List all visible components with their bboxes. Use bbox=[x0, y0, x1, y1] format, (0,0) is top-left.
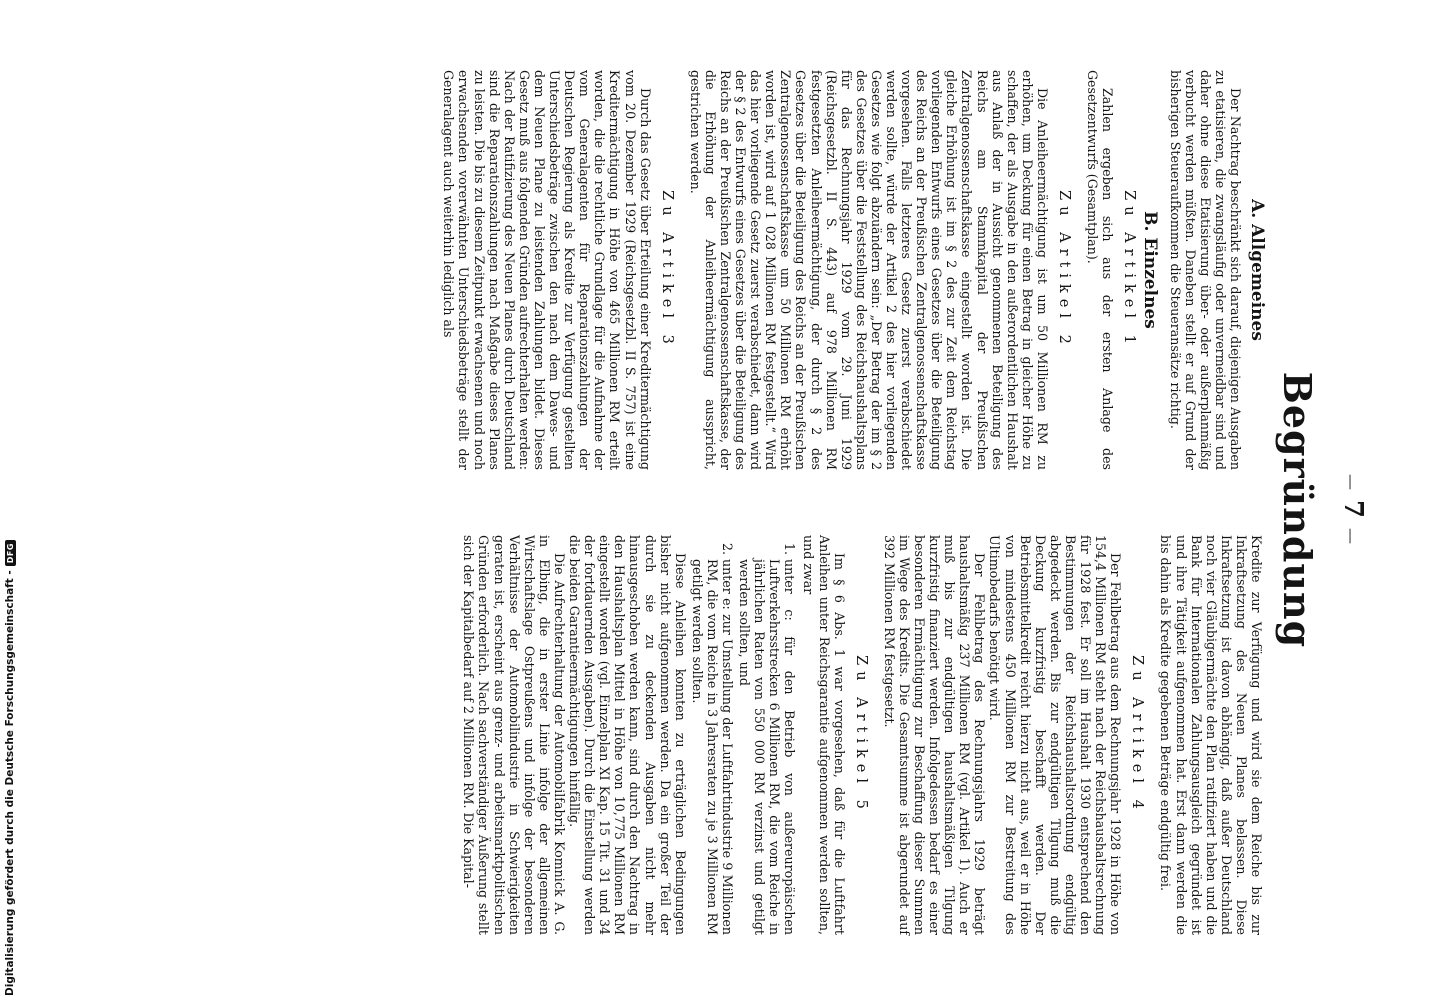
article-5-intro: Im § 6 Abs. 1 war vorgesehen, daß für die Luftfahrt Anleihen unter Reichsgarantie aufgenommen werden sollten, und zwar bbox=[801, 535, 847, 935]
article-2-title: Zu Artikel 2 bbox=[1056, 190, 1073, 350]
article-5-title: Zu Artikel 5 bbox=[852, 655, 869, 815]
article-2-text: Die Anleiheermächtigung ist um 50 Millionen RM zu erhöhen, um Deckung für einen Betrag in gleicher Höhe zu schaffen, der als Ausgabe in den außerordentlichen Haushalt aus Anlaß der in Aussicht genommenen Beteiligung des Reichs am Stammkapital der Preußischen Zentralgenossenschaftskasse eingestellt worden ist. Die gleiche Erhöhung ist im § 2 des zur Zeit dem Reichstag vorliegenden Entwurfs eines Gesetzes über die Beteiligung des Reichs an der Preußischen Zentralgenossenschaftskasse vorgesehen. Falls letzteres Gesetz zuerst verabschiedet werden sollte, würde der Artikel 2 des hier vorliegenden Gesetzes wie folgt abzuändern sein: „Der Betrag der im § 2 des Gesetzes über die Feststellung des Reichshaushaltsplans für das Rechnungsjahr 1929 vom 29. Juni 1929 (Reichsgesetzbl. II S. 443) auf 978 Millionen RM festgesetzten Anleiheermächtigung, der durch § 2 des Gesetzes über die Beteiligung des Reichs an der Preußischen Zentralgenossenschaftskasse um 50 Millionen RM erhöht worden ist, wird auf 1 028 Millionen RM festgestellt.“ Wird das hier vorliegende Gesetz zuerst verabschiedet, dann wird der § 2 des Entwurfs eines Gesetzes über die Beteiligung des Reichs an der Preußischen Zentralgenossenschaftskasse, der die Erhöhung der Anleiheermächtigung ausspricht, gestrichen werden. bbox=[687, 70, 1050, 470]
article-5-text-2: Diese Anleihen konnten zu erträglichen Bedingungen bisher nicht aufgenommen werden. Da ein großer Teil der durch sie zu deckenden Ausgaben nicht mehr hinausgeschoben werden kann, sind durch den Nachtrag in den Haushaltsplan Mittel in Höhe von 10,775 Millionen RM eingestellt worden (vgl. Einzelplan XI Kap. 15 Tit. 31 und 34 der fortdauernden Ausgaben). Durch die Einstellung werden die beiden Garantieermächtigungen hinfällig. bbox=[567, 535, 688, 935]
page-number: —7— bbox=[1338, 473, 1368, 547]
list-item: 2. unter e: zur Umstellung der Luftfahrtindustrie 9 Millionen RM, die vom Reiche in 3 Jahresraten zu je 3 Millionen RM getilgt werden sollten. bbox=[690, 559, 735, 935]
section-a-text: Der Nachtrag beschränkt sich darauf, diejenigen Ausgaben zu etatisieren, die zwangsläufig oder unvermeidbar sind und daher ohne diese Etatisierung über- oder außerplanmäßig verbucht werden müßten. Daneben stellt er auf Grund der bisherigen Steueraufkommen die Steueransätze richtig. bbox=[1167, 70, 1243, 470]
credit-text: Digitalisierung gefördert durch die Deutsche Forschungsgemeinschaft - bbox=[4, 570, 16, 996]
article-1-title: Zu Artikel 1 bbox=[1121, 190, 1138, 350]
article-1-text: Zahlen ergeben sich aus der ersten Anlage des Gesetzentwurfs (Gesamtplan). bbox=[1085, 70, 1116, 470]
left-column bbox=[441, 70, 1267, 470]
page-number-value: 7 bbox=[1338, 499, 1368, 521]
digitization-credit bbox=[3, 543, 17, 996]
article-3-title: Zu Artikel 3 bbox=[658, 190, 675, 350]
dfg-logo: DFG bbox=[5, 540, 16, 566]
article-3-text: Durch das Gesetz über Erteilung einer Kreditermächtigung vom 20. Dezember 1929 (Reichsgesetzbl. II S. 757) ist eine Kreditermächtigung in Höhe von 465 Millionen RM erteilt worden, die die rechtliche Grundlage für die Aufnahme der vom Generalagenten für Reparationszahlungen der Deutschen Regierung als Kredite zur Verfügung gestellten Unterschiedsbeträge zwischen den nach dem Dawes- und dem Neuen Plane zu leistenden Zahlungen bildet. Dieses Gesetz muß aus folgenden Gründen aufrechterhalten werden: Nach der Ratifizierung des Neuen Planes durch Deutschland sind die Reparationszahlungen nach Maßgabe dieses Planes zu leisten. Die bis zu diesem Zeitpunkt erwachsenen und noch erwachsenden vorerwähnten Unterschiedsbeträge stellt der Generalagent auch weiterhin lediglich als bbox=[441, 70, 653, 470]
article-4-text-1: Der Fehlbetrag aus dem Rechnungsjahr 1928 in Höhe von 154,4 Millionen RM steht nach der Reichshaushaltsrechnung für 1928 fest. Er soll im Haushalt 1930 entsprechend den Bestimmungen der Reichshaushaltsordnung endgültig abgedeckt werden. Bis zur endgültigen Tilgung muß die Deckung kurzfristig beschafft werden. Der Betriebsmittelkredit reicht hierzu nicht aus, weil er in Höhe von mindestens 450 Millionen RM zur Bestreitung des Ultimobedarfs benötigt wird. bbox=[987, 535, 1124, 935]
article-3-continuation: Kredite zur Verfügung und wird sie dem Reiche bis zur Inkraftsetzung des Neuen Planes belassen. Diese Inkraftsetzung ist davon abhängig, daß außer Deutschland noch vier Gläubigermächte den Plan ratifiziert haben und die Bank für Internationalen Zahlungsausgleich gegründet ist und ihre Tätigkeit aufgenommen hat. Erst dann werden die bis dahin als Kredite gegebenen Beträge endgültig frei. bbox=[1158, 535, 1264, 935]
section-b-title: B. Einzelnes bbox=[1140, 211, 1161, 329]
right-column bbox=[461, 535, 1264, 935]
list-item: 1. unter c: für den Betrieb von außereuropäischen Luftverkehrsstrecken 6 Millionen RM, die vom Reiche in jährlichen Raten von 550 000 RM verzinst und getilgt werden sollten, und bbox=[737, 559, 797, 935]
article-4-title: Zu Artikel 4 bbox=[1129, 655, 1146, 815]
article-5-text-3: Die Aufrechterhaltung der Automobilfabrik Komnick A. G. in Elbing, die in erster Linie infolge der allgemeinen Wirtschaftslage Ostpreußens und infolge der besonderen Verhältnisse der Automobilindustrie in Schwierigkeiten geraten ist, erscheint aus grenz- und arbeitsmarktpolitischen Gründen erforderlich. Nach sachverständiger Äußerung stellt sich der Kapitalbedarf auf 2 Millionen RM. Die Kapital- bbox=[461, 535, 567, 935]
page-heading: Begründung bbox=[1275, 371, 1320, 649]
document-page bbox=[78, 70, 1368, 950]
section-a-title: A. Allgemeines bbox=[1247, 199, 1267, 341]
article-4-text-2: Der Fehlbetrag des Rechnungsjahrs 1929 beträgt haushaltsmäßig 237 Millionen RM (vgl. Artikel 1). Auch er muß bis zur endgültigen haushaltsmäßigen Tilgung kurzfristig finanziert werden. Infolgedessen bedarf es einer besonderen Ermächtigung zur Beschaffung dieser Summen im Wege des Kredits. Die Gesamtsumme ist abgerundet auf 392 Millionen RM festgesetzt. bbox=[881, 535, 988, 935]
article-5-list bbox=[690, 535, 798, 935]
